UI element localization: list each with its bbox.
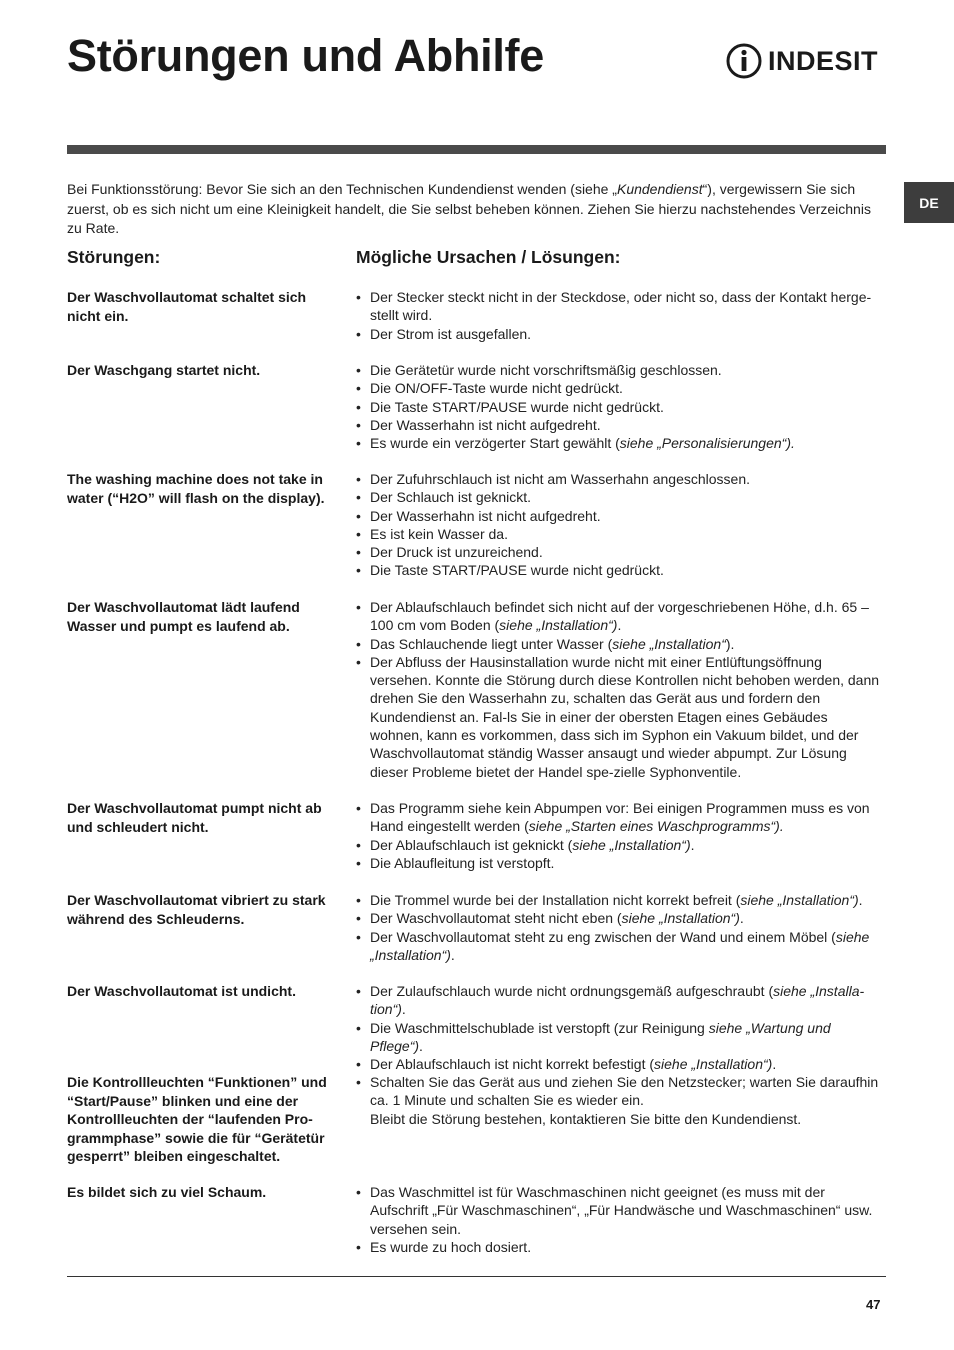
cause-item [356, 1055, 882, 1073]
problem-label: Der Waschvollautomat ist undicht. [67, 983, 296, 999]
cause-text-end: . [450, 946, 455, 963]
problem-label: Die Kontrollleuchten “Funktionen” und “Start/Pause” blinken und eine der Kontrollleuchten der “laufenden Pro-grammphase” sowie die für “Gerätetür gesperrt” bleiben eingeschaltet. [67, 1074, 327, 1164]
cause-text: Der Waschvollautomat steht zu eng zwischen der Wand und einem Möbel ( [370, 928, 836, 945]
cause-text: Die Ablaufleitung ist verstopft. [370, 854, 555, 871]
cause-text-end: ). [725, 635, 735, 652]
bullet-icon: • [356, 635, 361, 652]
cause-list [356, 470, 882, 580]
cause-text: Das Waschmittel ist für Waschmaschinen nicht geeignet (es muss mit der Aufschrift „Für Waschmaschinen“, „Für Handwäsche und Waschmaschinen“ usw. versehen sein. [370, 1184, 873, 1237]
cause-reference: siehe „Starten eines Waschprogramms“). [528, 818, 784, 835]
intro-text-after: “), vergewissern Sie sich zuerst, ob es sich nicht um eine Kleinigkeit handelt, die Sie selbst beheben können. Ziehen Sie hierzu nachstehendes Verzeichnis zu Rate. [67, 181, 871, 236]
cause-item [356, 398, 882, 416]
cause-reference: siehe „Installation“) [370, 928, 870, 963]
cause-text: Die Gerätetür wurde nicht vorschriftsmäßig geschlossen. [370, 362, 722, 378]
bullet-icon: • [356, 398, 361, 415]
cause-item [356, 543, 882, 561]
indesit-logo-icon [726, 43, 762, 79]
cause-text: Der Abfluss der Hausinstallation wurde nicht mit einer Entlüftungsöffnung versehen. Konnte die Störung durch diese Kontrollen nicht behoben werden, dann drehen Sie den Wasserhahn zu, schalten das Gerät aus und fordern den Kundendienst an. Fal-ls Sie in einer der obersten Etagen eines Gebäudes wohnen, kann es vorkommen, dass sich im Syphon ein Vakuum bildet, und der Waschvollautomat ständig Wasser ansaugt und wieder abpumpt. Zur Lösung dieser Probleme bietet der Handel spe-zielle Syphonventile. [370, 653, 880, 780]
cause-text: Der Wasserhahn ist nicht aufgedreht. [370, 416, 601, 433]
bullet-icon: • [356, 416, 361, 433]
bullet-icon: • [356, 1238, 361, 1255]
cause-text-end: . [401, 1001, 406, 1018]
cause-item [356, 891, 882, 909]
cause-list [356, 1073, 882, 1128]
cause-text: Es wurde zu hoch dosiert. [370, 1238, 532, 1255]
bullet-icon: • [356, 325, 361, 342]
cause-item [356, 598, 882, 635]
cause-list [356, 982, 882, 1073]
header-divider [67, 145, 886, 154]
brand-name: INDESIT [768, 45, 879, 76]
footer-divider [67, 1276, 886, 1277]
bullet-icon: • [356, 507, 361, 524]
cause-item [356, 488, 882, 506]
problem-label: Der Waschvollautomat schaltet sich nicht ein. [67, 289, 307, 324]
problem-label: Der Waschgang startet nicht. [67, 362, 261, 378]
cause-list [356, 361, 882, 452]
cause-item [356, 1073, 882, 1128]
cause-item [356, 288, 882, 325]
bullet-icon: • [356, 928, 361, 945]
cause-text: Der Stecker steckt nicht in der Steckdose, oder nicht so, dass der Kontakt herge-stellt wird. [370, 289, 872, 324]
cause-item [356, 653, 882, 781]
cause-list [356, 799, 882, 872]
cause-item [356, 854, 882, 872]
bullet-icon: • [356, 836, 361, 853]
page-title: Störungen und Abhilfe [67, 30, 544, 81]
cause-reference: siehe „Installation“) [572, 836, 691, 853]
cause-item [356, 1238, 882, 1256]
bullet-icon: • [356, 1184, 361, 1200]
cause-item [356, 1183, 882, 1238]
cause-item [356, 909, 882, 927]
cause-reference: siehe „Wartung und Pflege“) [370, 1019, 831, 1054]
cause-list [356, 598, 882, 781]
intro-ref: Kundendienst [616, 181, 703, 197]
bullet-icon: • [356, 1056, 361, 1073]
cause-text: Der Zulaufschlauch wurde nicht ordnungsgemäß aufgeschraubt ( [370, 983, 774, 999]
cause-text: Der Druck ist unzureichend. [370, 544, 543, 561]
cause-text: Das Programm siehe kein Abpumpen vor: Bei einigen Programmen muss es von Hand eingestellt werden ( [370, 800, 870, 835]
cause-text: Es wurde ein verzögerter Start gewählt ( [370, 435, 620, 452]
cause-text-end: . [858, 892, 863, 908]
problem-label: The washing machine does not take in water (“H2O” will flash on the display). [67, 471, 325, 506]
cause-reference: siehe „Installation“) [499, 617, 618, 634]
bullet-icon: • [356, 910, 361, 927]
cause-item [356, 416, 882, 434]
bullet-icon: • [356, 1074, 361, 1090]
cause-list [356, 288, 882, 343]
cause-text: Es ist kein Wasser da. [370, 525, 508, 542]
language-tab: DE [904, 182, 954, 223]
cause-text-end: . [617, 617, 622, 634]
cause-text: Die Trommel wurde bei der Installation nicht korrekt befreit ( [370, 892, 741, 908]
cause-reference: siehe „Installation“) [621, 910, 740, 927]
cause-reference: siehe „Installation“) [654, 1056, 773, 1073]
cause-text: Die Taste START/PAUSE wurde nicht gedrückt. [370, 398, 664, 415]
cause-item [356, 1019, 882, 1056]
bullet-icon: • [356, 362, 361, 378]
bullet-icon: • [356, 544, 361, 561]
cause-item [356, 470, 882, 488]
cause-item [356, 982, 882, 1019]
problem-label: Der Waschvollautomat vibriert zu stark während des Schleuderns. [67, 892, 326, 927]
cause-text: Der Strom ist ausgefallen. [370, 325, 532, 342]
cause-item [356, 561, 882, 579]
bullet-icon: • [356, 471, 361, 487]
problem-label: Der Waschvollautomat pumpt nicht ab und schleudert nicht. [67, 800, 322, 835]
cause-extra-note: Bleibt die Störung bestehen, kontaktieren Sie bitte den Kundendienst. [370, 1110, 802, 1127]
cause-list [356, 891, 882, 964]
cause-list [356, 1183, 882, 1256]
bullet-icon: • [356, 1019, 361, 1036]
cause-item [356, 799, 882, 836]
bullet-icon: • [356, 892, 361, 908]
problem-label: Es bildet sich zu viel Schaum. [67, 1184, 267, 1200]
cause-text: Der Wasserhahn ist nicht aufgedreht. [370, 507, 601, 524]
cause-item [356, 635, 882, 653]
cause-text: Der Ablaufschlauch befindet sich nicht auf der vorgeschriebenen Höhe, d.h. 65 – 100 cm vom Boden ( [370, 599, 869, 634]
cause-text: Der Ablaufschlauch ist nicht korrekt befestigt ( [370, 1056, 655, 1073]
cause-item [356, 379, 882, 397]
cause-text: Die ON/OFF-Taste wurde nicht gedrückt. [370, 380, 623, 397]
cause-reference: siehe „Installation“ [612, 635, 726, 652]
page-number: 47 [866, 1297, 881, 1312]
cause-item [356, 836, 882, 854]
cause-item [356, 361, 882, 379]
bullet-icon: • [356, 653, 361, 670]
cause-item [356, 507, 882, 525]
cause-text-end: . [739, 910, 744, 927]
bullet-icon: • [356, 289, 361, 305]
cause-text-end: . [690, 836, 695, 853]
bullet-icon: • [356, 380, 361, 397]
causes-column-heading: Mögliche Ursachen / Lösungen: [356, 247, 621, 267]
cause-reference: siehe „Personalisierungen“). [619, 435, 795, 452]
bullet-icon: • [356, 489, 361, 506]
cause-reference: siehe „Installation“) [740, 892, 859, 908]
bullet-icon: • [356, 599, 361, 615]
cause-text-end: . [772, 1056, 777, 1073]
cause-text: Die Taste START/PAUSE wurde nicht gedrückt. [370, 562, 664, 579]
cause-text: Schalten Sie das Gerät aus und ziehen Sie den Netzstecker; warten Sie daraufhin ca. 1 Minute und schalten Sie es wieder ein. [370, 1074, 879, 1109]
problems-column-heading: Störungen: [67, 247, 161, 267]
cause-text: Die Waschmittelschublade ist verstopft (zur Reinigung [370, 1019, 709, 1036]
bullet-icon: • [356, 983, 361, 999]
cause-item [356, 325, 882, 343]
cause-text: Der Schlauch ist geknickt. [370, 489, 532, 506]
cause-text-end: . [419, 1037, 423, 1054]
cause-text: Der Ablaufschlauch ist geknickt ( [370, 836, 573, 853]
cause-item [356, 525, 882, 543]
bullet-icon: • [356, 562, 361, 579]
cause-text: Der Waschvollautomat steht nicht eben ( [370, 910, 622, 927]
cause-item [356, 434, 882, 452]
cause-text: Das Schlauchende liegt unter Wasser ( [370, 635, 613, 652]
bullet-icon: • [356, 854, 361, 871]
cause-item [356, 928, 882, 965]
cause-text: Der Zufuhrschlauch ist nicht am Wasserhahn angeschlossen. [370, 471, 750, 487]
intro-paragraph [67, 180, 877, 239]
problem-label: Der Waschvollautomat lädt laufend Wasser und pumpt es laufend ab. [67, 599, 300, 634]
intro-text-before: Bei Funktionsstörung: Bevor Sie sich an den Technischen Kundendienst wenden (siehe „ [67, 181, 617, 197]
bullet-icon: • [356, 435, 361, 452]
cause-reference: siehe „Installa-tion“) [370, 983, 865, 1018]
bullet-icon: • [356, 525, 361, 542]
brand-logo [726, 40, 878, 82]
bullet-icon: • [356, 800, 361, 816]
